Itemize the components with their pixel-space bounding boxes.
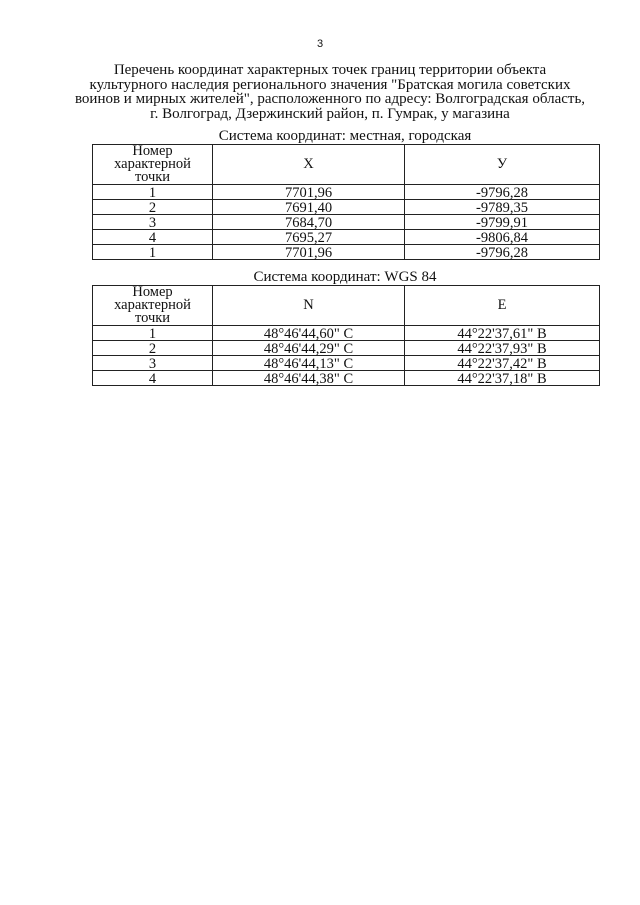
local-coordinates-table — [92, 144, 600, 260]
point-number-cell: 4 — [93, 371, 213, 386]
header-point-number: Номер характерной точки — [93, 145, 213, 185]
header-n: N — [213, 286, 405, 326]
latitude-cell: 48°46'44,38" С — [213, 371, 405, 386]
header-x: X — [213, 145, 405, 185]
table-row — [93, 245, 600, 260]
table-row — [93, 371, 600, 386]
y-cell: -9796,28 — [405, 185, 600, 200]
x-cell: 7701,96 — [213, 245, 405, 260]
y-cell: -9789,35 — [405, 200, 600, 215]
header-e: E — [405, 286, 600, 326]
wgs-table-caption: Система координат: WGS 84 — [253, 269, 437, 285]
point-number-cell: 1 — [93, 185, 213, 200]
point-number-cell: 1 — [93, 245, 213, 260]
title-line: воинов и мирных жителей", расположенного по адресу: Волгоградская область, — [74, 91, 586, 107]
longitude-cell: 44°22'37,93" В — [405, 341, 600, 356]
table-row — [93, 230, 600, 245]
table-row — [93, 215, 600, 230]
title-line: культурного наследия регионального значения "Братская могила советских — [89, 76, 571, 93]
table-row — [93, 326, 600, 341]
x-cell: 7695,27 — [213, 230, 405, 245]
table-row — [93, 341, 600, 356]
point-number-cell: 3 — [93, 215, 213, 230]
title-line: Перечень координат характерных точек границ территории объекта — [113, 62, 547, 78]
longitude-cell: 44°22'37,42" В — [405, 356, 600, 371]
latitude-cell: 48°46'44,29" С — [213, 341, 405, 356]
local-table-caption: Система координат: местная, городская — [218, 128, 472, 144]
point-number-cell: 3 — [93, 356, 213, 371]
wgs84-coordinates-table — [92, 285, 600, 386]
header-point-number: Номер характерной точки — [93, 286, 213, 326]
table-row — [93, 185, 600, 200]
x-cell: 7691,40 — [213, 200, 405, 215]
y-cell: -9796,28 — [405, 245, 600, 260]
latitude-cell: 48°46'44,60" С — [213, 326, 405, 341]
point-number-cell: 2 — [93, 200, 213, 215]
header-y: У — [405, 145, 600, 185]
x-cell: 7684,70 — [213, 215, 405, 230]
x-cell: 7701,96 — [213, 185, 405, 200]
table-header-row — [93, 286, 600, 326]
document-title — [60, 63, 600, 121]
title-line: г. Волгоград, Дзержинский район, п. Гумрак, у магазина — [150, 105, 510, 122]
longitude-cell: 44°22'37,61" В — [405, 326, 600, 341]
table-header-row — [93, 145, 600, 185]
longitude-cell: 44°22'37,18" В — [405, 371, 600, 386]
point-number-cell: 1 — [93, 326, 213, 341]
point-number-cell: 4 — [93, 230, 213, 245]
page-number: 3 — [316, 38, 324, 50]
y-cell: -9799,91 — [405, 215, 600, 230]
y-cell: -9806,84 — [405, 230, 600, 245]
latitude-cell: 48°46'44,13" С — [213, 356, 405, 371]
table-row — [93, 200, 600, 215]
point-number-cell: 2 — [93, 341, 213, 356]
table-row — [93, 356, 600, 371]
